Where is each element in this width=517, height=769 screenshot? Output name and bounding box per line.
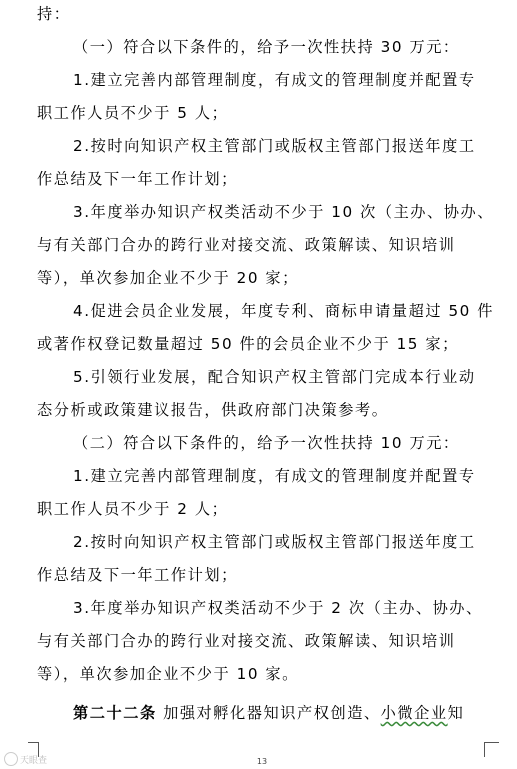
text-line: 4.促进会员企业发展，年度专利、商标申请量超过 50 件 (73, 302, 494, 320)
watermark-logo-icon (4, 752, 18, 766)
text-line: 作总结及下一年工作计划； (37, 170, 238, 188)
text-line: 与有关部门合办的跨行业对接交流、政策解读、知识培训 (37, 632, 456, 650)
section-heading: （一）符合以下条件的，给予一次性扶持 30 万元： (73, 38, 460, 56)
article-heading: 第二十二条 (73, 704, 157, 722)
text-line: 或著作权登记数量超过 50 件的会员企业不少于 15 家； (37, 335, 459, 353)
text-line: 1.建立完善内部管理制度，有成文的管理制度并配置专 (73, 71, 476, 89)
article-text-continued: 知 (447, 704, 465, 722)
text-line: 持： (37, 5, 71, 23)
watermark-text: 天眼查 (20, 755, 48, 766)
text-line: 职工作人员不少于 5 人； (37, 104, 229, 122)
article-line (73, 703, 464, 723)
article-text: 加强对孵化器知识产权创造、 (163, 704, 381, 722)
watermark (4, 752, 47, 766)
text-line: 与有关部门合办的跨行业对接交流、政策解读、知识培训 (37, 236, 456, 254)
crop-mark-right (484, 742, 499, 757)
text-line: 等），单次参加企业不少于 10 家。 (37, 665, 299, 683)
page-number: 13 (256, 757, 268, 766)
text-line: 3.年度举办知识产权类活动不少于 10 次（主办、协办、 (73, 203, 494, 221)
text-line: 5.引领行业发展，配合知识产权主管部门完成本行业动 (73, 368, 476, 386)
text-line: 2.按时向知识产权主管部门或版权主管部门报送年度工 (73, 137, 476, 155)
text-line: 1.建立完善内部管理制度，有成文的管理制度并配置专 (73, 467, 476, 485)
text-line: 等），单次参加企业不少于 20 家； (37, 269, 299, 287)
text-line: 态分析或政策建议报告，供政府部门决策参考。 (37, 401, 389, 419)
text-line: 作总结及下一年工作计划； (37, 566, 238, 584)
text-line: 3.年度举办知识产权类活动不少于 2 次（主办、协办、 (73, 599, 483, 617)
section-heading: （二）符合以下条件的，给予一次性扶持 10 万元： (73, 434, 460, 452)
text-line: 2.按时向知识产权主管部门或版权主管部门报送年度工 (73, 533, 476, 551)
spellcheck-marked-text: 小微企业 (380, 704, 448, 722)
text-line: 职工作人员不少于 2 人； (37, 500, 229, 518)
